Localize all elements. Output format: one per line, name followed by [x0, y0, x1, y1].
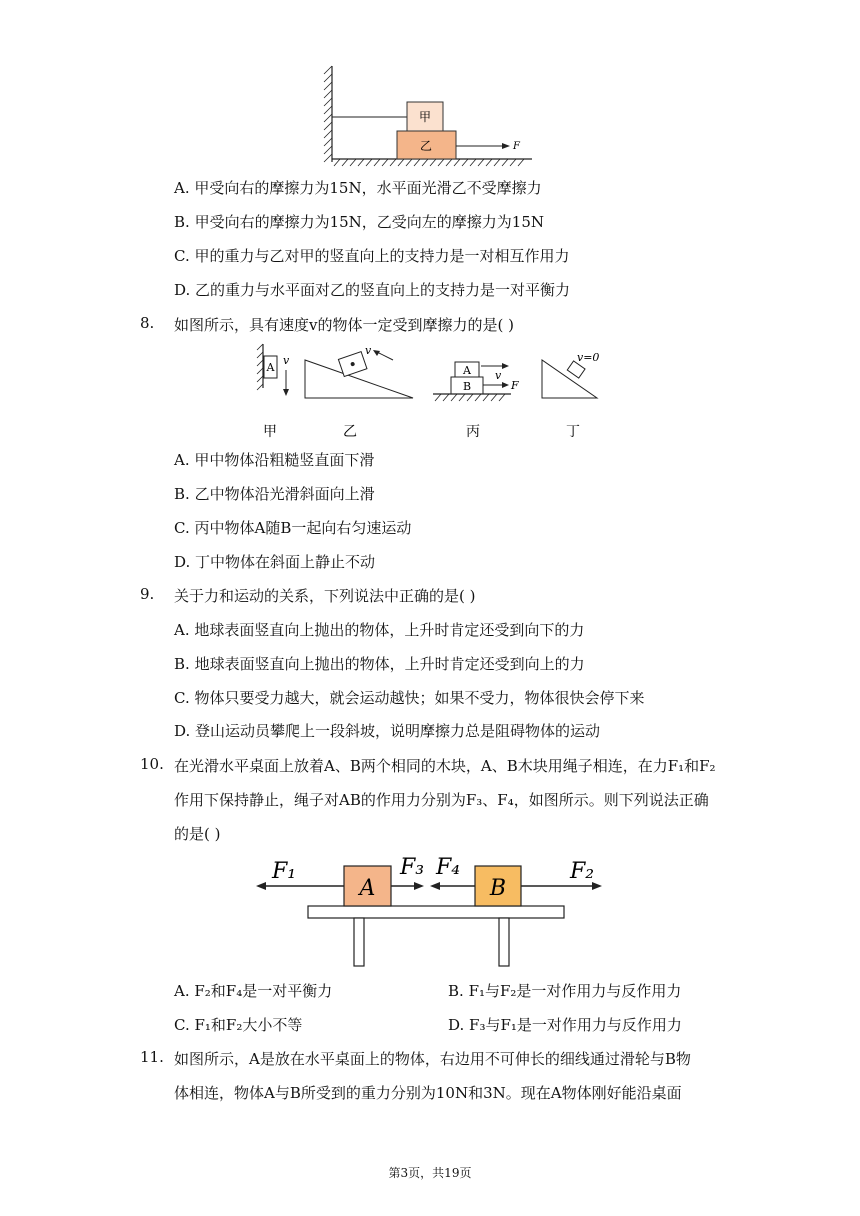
- fig8-v0-label: v=0: [577, 351, 600, 364]
- block-b-label: B: [489, 876, 507, 901]
- option-text: 乙的重力与水平面对乙的竖直向上的支持力是一对平衡力: [195, 281, 571, 299]
- q8-option-b[interactable]: [174, 483, 375, 504]
- force-F-label: F: [513, 141, 520, 152]
- q9-option-c[interactable]: [174, 687, 645, 708]
- q11-line2: 体相连，物体A与B所受到的重力分别为10N和3N。现在A物体刚好能沿桌面: [174, 1084, 682, 1102]
- q7-option-b[interactable]: [174, 211, 544, 232]
- option-text: 登山运动员攀爬上一段斜坡，说明摩擦力总是阻碍物体的运动: [195, 722, 601, 740]
- fig8-caption-1: 甲: [263, 424, 277, 440]
- option-text: 甲受向右的摩擦力为15N，水平面光滑乙不受摩擦力: [194, 179, 542, 197]
- q8-option-d[interactable]: [174, 551, 375, 572]
- option-text: 甲受向右的摩擦力为15N，乙受向左的摩擦力为15N: [194, 213, 545, 231]
- option-text: 地球表面竖直向上抛出的物体，上升时肯定还受到向下的力: [194, 621, 585, 639]
- option-text: 地球表面竖直向上抛出的物体，上升时肯定还受到向上的力: [194, 655, 585, 673]
- force-F4-label: F₄: [436, 855, 461, 880]
- fig8-caption-3: 丙: [466, 424, 480, 440]
- q9-option-b[interactable]: [174, 653, 585, 674]
- option-text: 甲中物体沿粗糙竖直面下滑: [194, 451, 375, 469]
- option-label: C.: [174, 519, 190, 537]
- fig8-block-b: B: [462, 380, 472, 393]
- q9-option-d[interactable]: [174, 720, 600, 741]
- option-text: 丁中物体在斜面上静止不动: [195, 553, 376, 571]
- option-label: B.: [174, 655, 190, 673]
- option-label: D.: [174, 553, 191, 571]
- option-label: A.: [174, 621, 190, 639]
- option-label: C.: [174, 1016, 190, 1034]
- figure-q7: [320, 62, 540, 172]
- fig8-v2-label: v: [365, 344, 372, 357]
- fig8-v-label: v: [283, 354, 290, 367]
- q10-option-d[interactable]: [448, 1014, 682, 1035]
- q8-number: 8.: [140, 314, 155, 332]
- fig8-caption-4: 丁: [566, 424, 580, 440]
- option-text: 丙中物体A随B一起向右匀速运动: [194, 519, 412, 537]
- q10-line1: 在光滑水平桌面上放着A、B两个相同的木块，A、B木块用绳子相连，在力F₁和F₂: [174, 757, 716, 775]
- page-footer: 第3页，共19页: [388, 1166, 472, 1180]
- force-F3-label: F₃: [400, 855, 425, 880]
- option-label: A.: [174, 982, 190, 1000]
- option-text: F₂和F₄是一对平衡力: [194, 982, 333, 1000]
- q10-number: 10.: [140, 755, 164, 773]
- option-text: 甲的重力与乙对甲的竖直向上的支持力是一对相互作用力: [194, 247, 570, 265]
- option-label: D.: [174, 722, 191, 740]
- q10-line3: 的是( ): [174, 825, 221, 843]
- q8-text: 如图所示，具有速度v的物体一定受到摩擦力的是( ): [174, 316, 514, 334]
- force-F1-label: F₁: [272, 859, 297, 884]
- option-label: C.: [174, 689, 190, 707]
- option-label: A.: [174, 179, 190, 197]
- fig8-caption-2: 乙: [343, 424, 357, 440]
- q8-option-a[interactable]: [174, 449, 374, 470]
- option-label: D.: [174, 281, 191, 299]
- q11-line1: 如图所示，A是放在水平桌面上的物体，右边用不可伸长的细线通过滑轮与B物: [174, 1050, 691, 1068]
- fig8-block-a: A: [463, 364, 471, 377]
- q8-option-c[interactable]: [174, 517, 411, 538]
- option-text: F₁与F₂是一对作用力与反作用力: [468, 982, 682, 1000]
- q9-number: 9.: [140, 585, 155, 603]
- option-text: 乙中物体沿光滑斜面向上滑: [194, 485, 375, 503]
- option-label: B.: [448, 982, 464, 1000]
- block-a-label: A: [359, 876, 376, 901]
- option-label: D.: [448, 1016, 465, 1034]
- fig8-a-label: A: [266, 361, 275, 374]
- force-F2-label: F₂: [570, 859, 595, 884]
- fig8-v3-label: v: [495, 369, 502, 382]
- q10-option-a[interactable]: [174, 980, 332, 1001]
- block-jia-label: 甲: [418, 110, 432, 124]
- q7-option-d[interactable]: [174, 279, 570, 300]
- figure-q8: [255, 338, 615, 444]
- option-text: F₃与F₁是一对作用力与反作用力: [469, 1016, 682, 1034]
- q7-option-c[interactable]: [174, 245, 570, 266]
- block-yi-label: 乙: [419, 139, 433, 153]
- option-label: A.: [174, 451, 190, 469]
- q9-option-a[interactable]: [174, 619, 584, 640]
- option-label: C.: [174, 247, 190, 265]
- option-text: F₁和F₂大小不等: [194, 1016, 303, 1034]
- q10-line2: 作用下保持静止，绳子对AB的作用力分别为F₃、F₄，如图所示。则下列说法正确: [174, 791, 709, 809]
- q10-option-b[interactable]: [448, 980, 681, 1001]
- option-text: 物体只要受力越大，就会运动越快；如果不受力，物体很快会停下来: [194, 689, 645, 707]
- fig8-F-label: F: [511, 379, 519, 392]
- option-label: B.: [174, 485, 190, 503]
- option-label: B.: [174, 213, 190, 231]
- figure-q10: [250, 848, 610, 970]
- q9-text: 关于力和运动的关系，下列说法中正确的是( ): [174, 587, 476, 605]
- q7-option-a[interactable]: [174, 177, 542, 198]
- q11-number: 11.: [140, 1048, 164, 1066]
- q10-option-c[interactable]: [174, 1014, 302, 1035]
